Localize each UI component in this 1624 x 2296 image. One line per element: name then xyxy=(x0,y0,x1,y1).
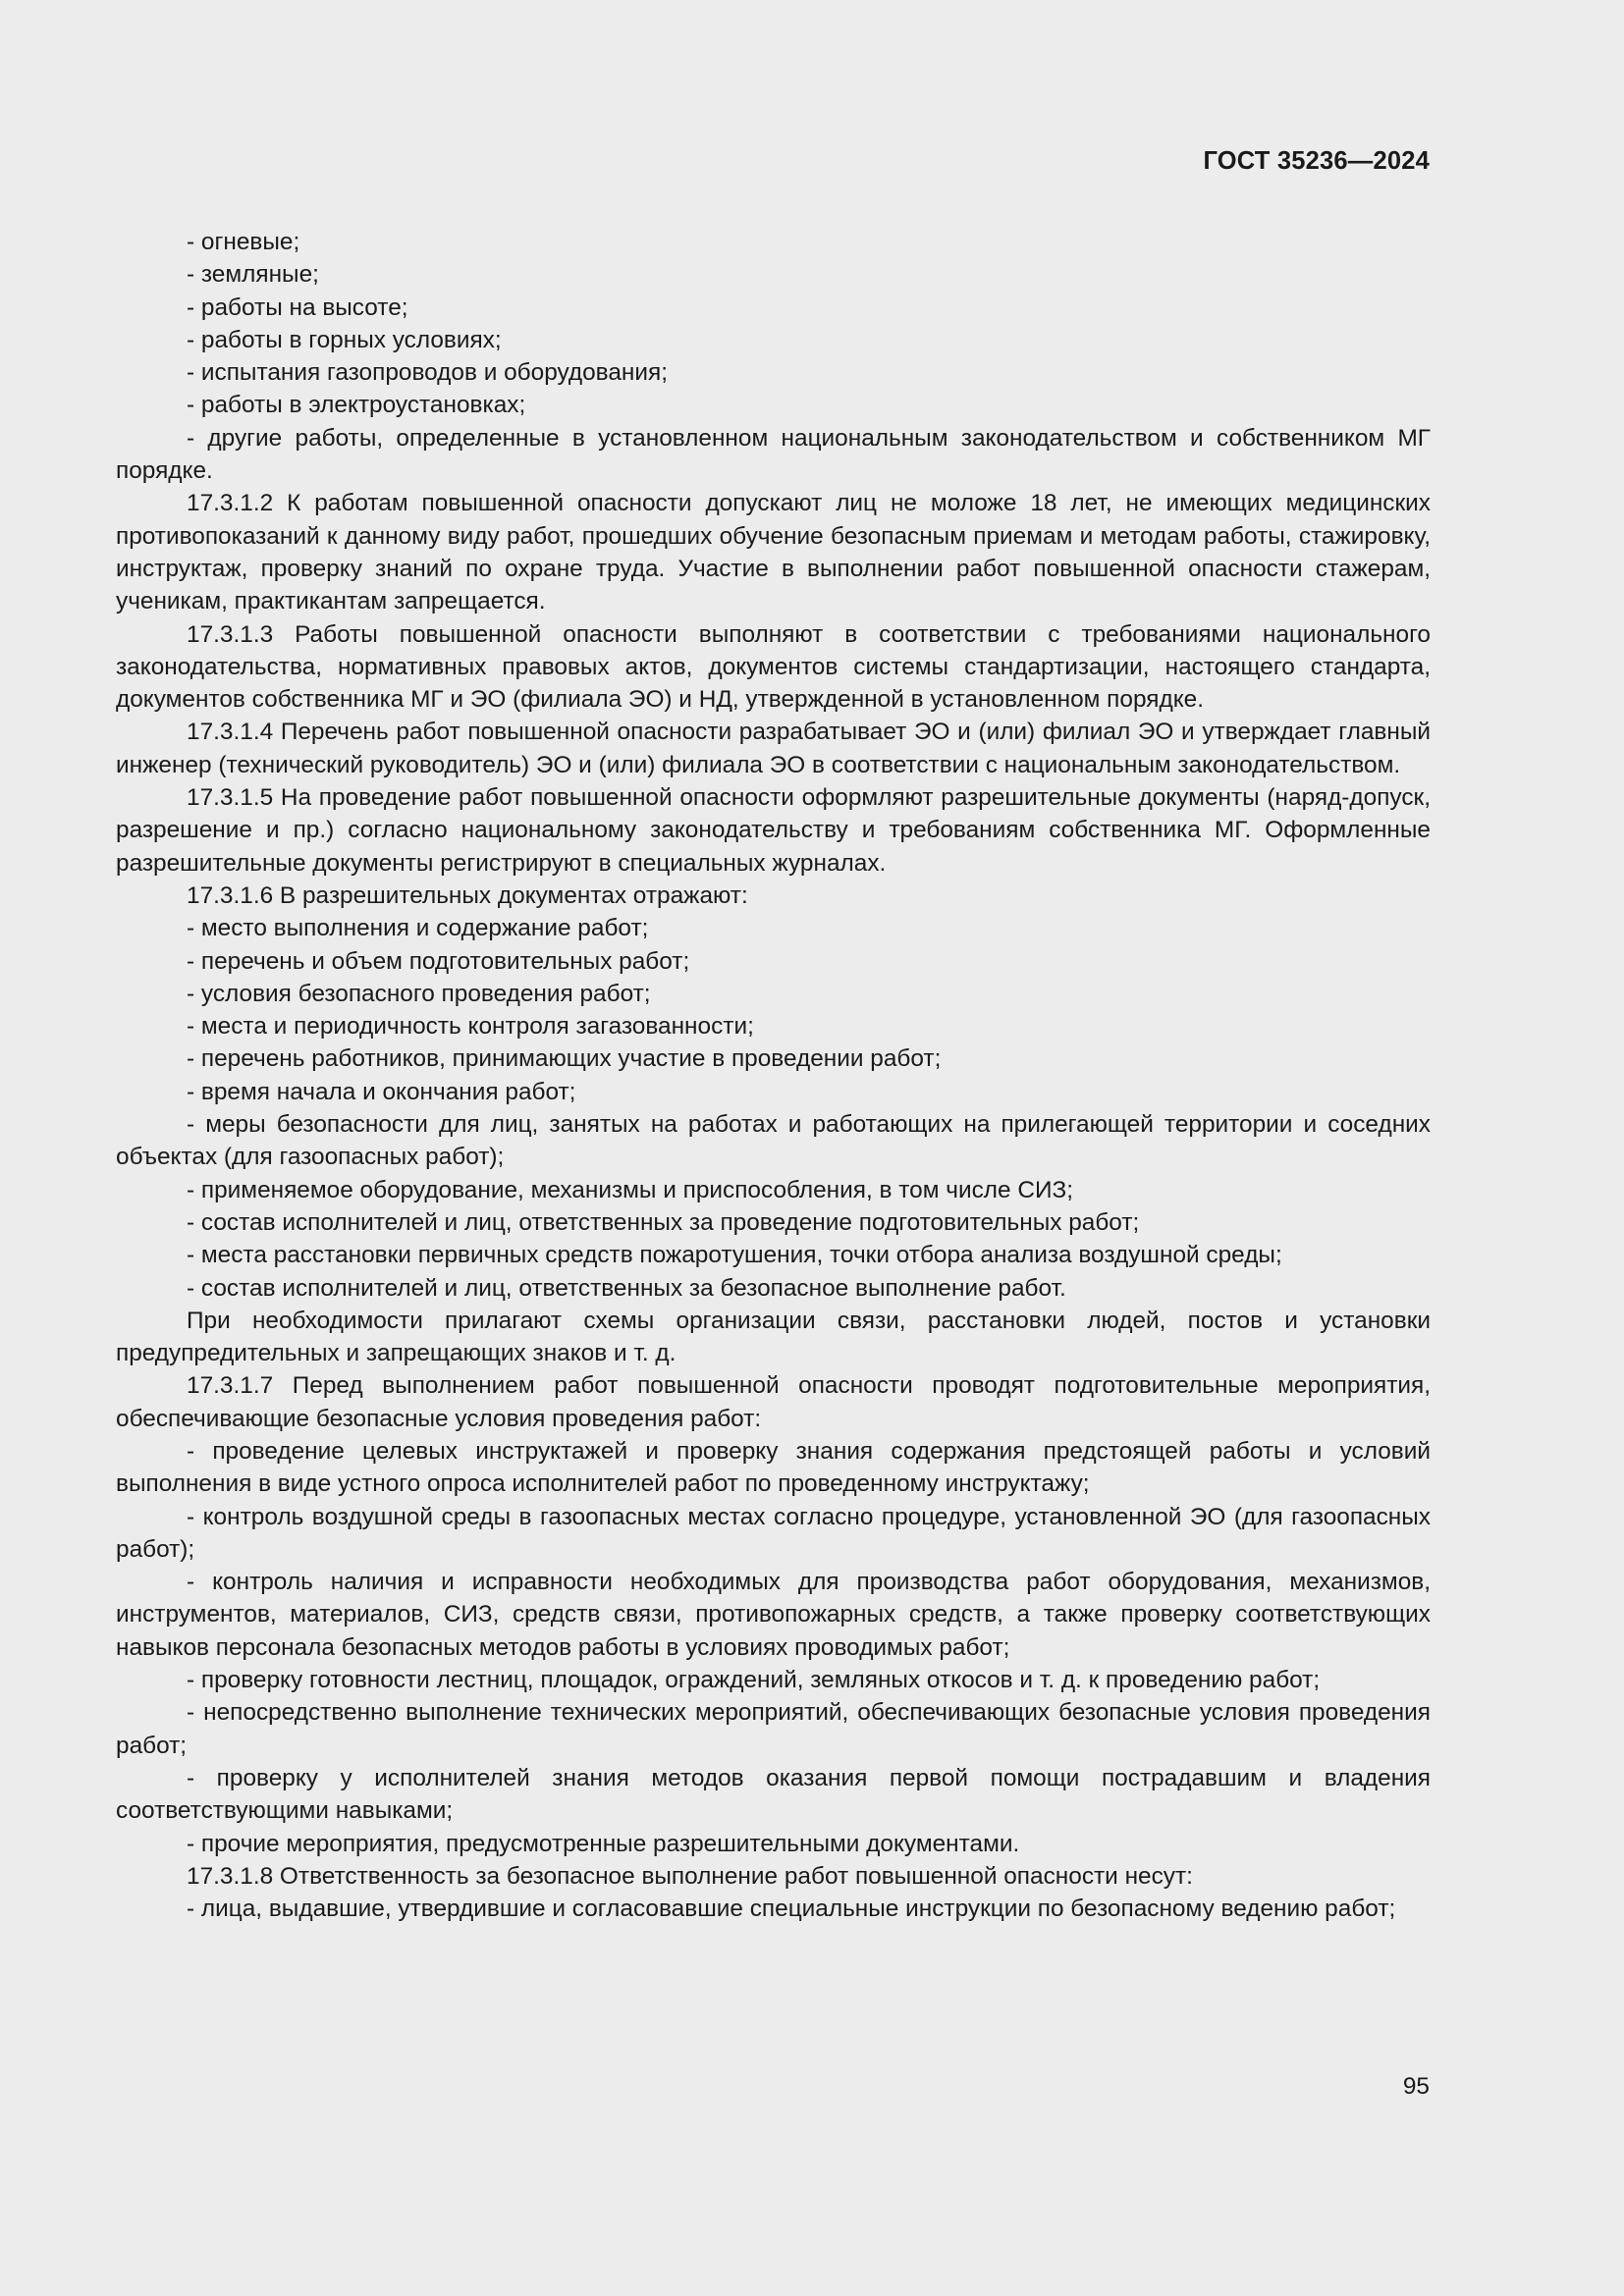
list-item: - состав исполнителей и лиц, ответственных за безопасное выполнение работ. xyxy=(187,1274,1066,1302)
list-item: - другие работы, определенные в установленном национальным законодательством и собственником МГ порядке. xyxy=(116,424,1431,485)
list-item: - земляные; xyxy=(187,261,319,289)
list-item: - место выполнения и содержание работ; xyxy=(187,915,649,942)
document-header-id: ГОСТ 35236—2024 xyxy=(1203,147,1430,175)
list-item: - состав исполнителей и лиц, ответственных за проведение подготовительных работ; xyxy=(187,1208,1140,1236)
page-number: 95 xyxy=(1402,2073,1430,2100)
paragraph: 17.3.1.4 Перечень работ повышенной опасности разрабатывает ЭО и (или) филиал ЭО и утверждает главный инженер (технический руководитель) ЭО и (или) филиала ЭО в соответствии с национальным законодательством. xyxy=(116,719,1431,778)
list-item: - меры безопасности для лиц, занятых на работах и работающих на прилегающей территории и соседних объектах (для газоопасных работ); xyxy=(116,1111,1431,1171)
list-item: - места и периодичность контроля загазованности; xyxy=(187,1013,754,1041)
list-item: - работы в горных условиях; xyxy=(187,326,502,353)
list-item: - перечень и объем подготовительных работ; xyxy=(187,947,690,975)
paragraph: При необходимости прилагают схемы организации связи, расстановки людей, постов и установки предупредительных и запрещающих знаков и т. д. xyxy=(116,1307,1431,1367)
paragraph: 17.3.1.6 В разрешительных документах отражают: xyxy=(187,881,748,909)
list-item: - проверку у исполнителей знания методов оказания первой помощи пострадавшим и владения соответствующими навыками; xyxy=(116,1764,1431,1825)
list-item: - лица, выдавшие, утвердившие и согласовавшие специальные инструкции по безопасному ведению работ; xyxy=(187,1896,1396,1923)
list-item: - проверку готовности лестниц, площадок, ограждений, земляных откосов и т. д. к проведению работ; xyxy=(187,1667,1321,1694)
list-item: - условия безопасного проведения работ; xyxy=(187,980,651,1007)
list-item: - огневые; xyxy=(187,229,300,255)
document-body xyxy=(116,226,1431,1925)
list-item: - работы в электроустановках; xyxy=(187,392,526,419)
list-item: - работы на высоте; xyxy=(187,294,408,321)
paragraph: 17.3.1.3 Работы повышенной опасности выполняют в соответствии с требованиями национального законодательства, нормативных правовых актов, документов системы стандартизации, настоящего стандарта, документов собственника МГ и ЭО (филиала ЭО) и НД, утвержденной в установленном порядке. xyxy=(116,620,1431,714)
paragraph: 17.3.1.5 На проведение работ повышенной опасности оформляют разрешительные документы (наряд-допуск, разрешение и пр.) согласно национальному законодательству и требованиям собственника МГ. Оформленные разрешительные документы регистрируют в специальных журналах. xyxy=(116,784,1431,877)
paragraph: 17.3.1.7 Перед выполнением работ повышенной опасности проводят подготовительные мероприятия, обеспечивающие безопасные условия проведения работ: xyxy=(116,1372,1431,1432)
list-item: - непосредственно выполнение технических мероприятий, обеспечивающих безопасные условия проведения работ; xyxy=(116,1699,1431,1759)
list-item: - перечень работников, принимающих участие в проведении работ; xyxy=(187,1045,942,1073)
list-item: - контроль наличия и исправности необходимых для производства работ оборудования, механизмов, инструментов, материалов, СИЗ, средств связи, противопожарных средств, а также проверку соответствующих навыков персонала безопасных методов работы в условиях проводимых работ; xyxy=(116,1569,1431,1661)
list-item: - контроль воздушной среды в газоопасных местах согласно процедуре, установленной ЭО (для газоопасных работ); xyxy=(116,1503,1431,1563)
paragraph: 17.3.1.2 К работам повышенной опасности допускают лиц не моложе 18 лет, не имеющих медицинских противопоказаний к данному виду работ, прошедших обучение безопасным приемам и методам работы, стажировку, инструктаж, проверку знаний по охране труда. Участие в выполнении работ повышенной опасности стажерам, ученикам, практикантам запрещается. xyxy=(116,490,1431,615)
list-item: - применяемое оборудование, механизмы и приспособления, в том числе СИЗ; xyxy=(187,1176,1074,1203)
list-item: - время начала и окончания работ; xyxy=(187,1078,576,1105)
list-item: - проведение целевых инструктажей и проверку знания содержания предстоящей работы и условий выполнения в виде устного опроса исполнителей работ по проведенному инструктажу; xyxy=(116,1437,1431,1498)
list-item: - прочие мероприятия, предусмотренные разрешительными документами. xyxy=(187,1830,1020,1857)
list-item: - места расстановки первичных средств пожаротушения, точки отбора анализа воздушной среды; xyxy=(187,1242,1282,1269)
paragraph: 17.3.1.8 Ответственность за безопасное выполнение работ повышенной опасности несут: xyxy=(187,1862,1193,1890)
list-item: - испытания газопроводов и оборудования; xyxy=(187,359,669,387)
